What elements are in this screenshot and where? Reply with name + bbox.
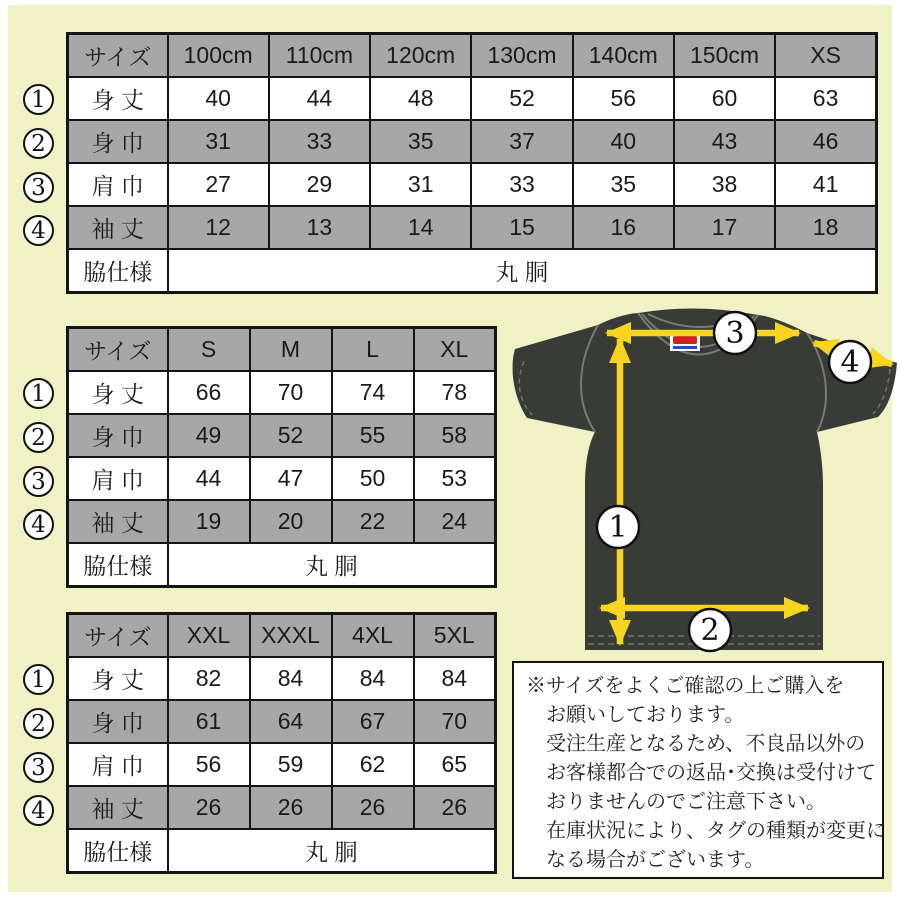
- notice-line: お願いしております。: [546, 704, 745, 726]
- measurement-row-label: 身 丈: [68, 77, 168, 120]
- size-column-header: XXL: [168, 614, 250, 658]
- shirt-marker-2: [689, 609, 731, 651]
- notice-line: ※サイズをよくご確認の上ご購入を: [526, 675, 845, 697]
- row-marker-1: 1: [23, 664, 54, 695]
- size-column-header: L: [332, 328, 414, 372]
- measurement-value: 29: [269, 163, 370, 206]
- side-spec-label: 脇仕様: [68, 249, 168, 293]
- size-column-header: XXXL: [250, 614, 332, 658]
- measurement-value: 17: [674, 206, 775, 249]
- measurement-value: 31: [168, 120, 269, 163]
- tshirt-graphic: [500, 305, 900, 665]
- measurement-value: 18: [775, 206, 876, 249]
- side-spec-label: 脇仕様: [68, 829, 168, 873]
- measurement-value: 31: [370, 163, 471, 206]
- size-column-header: サイズ: [68, 614, 168, 658]
- row-marker-3: 3: [23, 466, 54, 497]
- measurement-value: 55: [332, 414, 414, 457]
- measurement-value: 65: [414, 743, 496, 786]
- measurement-value: 84: [414, 657, 496, 700]
- size-column-header: 140cm: [573, 34, 674, 78]
- measurement-value: 44: [269, 77, 370, 120]
- row-marker-4: 4: [23, 215, 54, 246]
- size-column-header: サイズ: [68, 328, 168, 372]
- row-marker-3: 3: [23, 172, 54, 203]
- measurement-value: 35: [370, 120, 471, 163]
- measurement-value: 63: [775, 77, 876, 120]
- size-column-header: XS: [775, 34, 876, 78]
- measurement-value: 27: [168, 163, 269, 206]
- notice-line: 受注生産となるため、不良品以外の: [546, 733, 866, 755]
- measurement-row-label: 袖 丈: [68, 206, 168, 249]
- measurement-value: 74: [332, 371, 414, 414]
- measurement-value: 16: [573, 206, 674, 249]
- shirt-marker-4-digit: 4: [840, 345, 860, 380]
- side-spec-label: 脇仕様: [68, 543, 168, 587]
- measurement-value: 40: [168, 77, 269, 120]
- size-column-header: サイズ: [68, 34, 168, 78]
- size-column-header: M: [250, 328, 332, 372]
- measurement-value: 84: [250, 657, 332, 700]
- size-table-adult: [66, 326, 497, 588]
- measurement-value: 47: [250, 457, 332, 500]
- row-marker-2: 2: [23, 422, 54, 453]
- measurement-value: 60: [674, 77, 775, 120]
- measurement-value: 82: [168, 657, 250, 700]
- row-marker-1: 1: [23, 84, 54, 115]
- measurement-row-label: 身 丈: [68, 371, 168, 414]
- size-column-header: 130cm: [471, 34, 572, 78]
- measurement-value: 59: [250, 743, 332, 786]
- measurement-value: 53: [414, 457, 496, 500]
- measurement-value: 13: [269, 206, 370, 249]
- measurement-row-label: 袖 丈: [68, 786, 168, 829]
- tshirt-diagram: [500, 305, 900, 665]
- measurement-row-label: 肩 巾: [68, 163, 168, 206]
- measurement-value: 61: [168, 700, 250, 743]
- measurement-value: 14: [370, 206, 471, 249]
- measurement-value: 66: [168, 371, 250, 414]
- size-column-header: 150cm: [674, 34, 775, 78]
- row-marker-2: 2: [23, 708, 54, 739]
- measurement-value: 38: [674, 163, 775, 206]
- shirt-marker-4: [829, 341, 871, 383]
- measurement-value: 26: [414, 786, 496, 829]
- shirt-marker-1-digit: 1: [608, 510, 628, 545]
- measurement-value: 67: [332, 700, 414, 743]
- measurement-value: 58: [414, 414, 496, 457]
- measurement-value: 37: [471, 120, 572, 163]
- measurement-value: 24: [414, 500, 496, 543]
- side-spec-value: 丸 胴: [168, 829, 496, 873]
- measurement-value: 40: [573, 120, 674, 163]
- notice-line: お客様都合での返品･交換は受付けて: [546, 762, 876, 784]
- size-column-header: S: [168, 328, 250, 372]
- shirt-marker-1: [597, 506, 639, 548]
- measurement-value: 44: [168, 457, 250, 500]
- measurement-value: 64: [250, 700, 332, 743]
- row-marker-4: 4: [23, 509, 54, 540]
- purchase-notice-box: [512, 661, 884, 879]
- measurement-value: 26: [332, 786, 414, 829]
- shirt-marker-3-digit: 3: [725, 316, 745, 351]
- size-column-header: 4XL: [332, 614, 414, 658]
- measurement-value: 49: [168, 414, 250, 457]
- measurement-value: 43: [674, 120, 775, 163]
- measurement-value: 78: [414, 371, 496, 414]
- side-spec-value: 丸 胴: [168, 543, 496, 587]
- measurement-value: 41: [775, 163, 876, 206]
- size-column-header: 5XL: [414, 614, 496, 658]
- measurement-value: 70: [414, 700, 496, 743]
- measurement-value: 46: [775, 120, 876, 163]
- measurement-value: 56: [573, 77, 674, 120]
- measurement-value: 26: [168, 786, 250, 829]
- measurement-value: 62: [332, 743, 414, 786]
- measurement-value: 70: [250, 371, 332, 414]
- notice-line: おりませんのでご注意下さい。: [546, 791, 826, 813]
- measurement-row-label: 身 巾: [68, 120, 168, 163]
- notice-line: 在庫状況により、タグの種類が変更に: [546, 820, 886, 842]
- shirt-marker-2-digit: 2: [700, 613, 720, 648]
- size-table-big: [66, 612, 497, 874]
- measurement-value: 20: [250, 500, 332, 543]
- notice-line: なる場合がございます。: [546, 849, 765, 871]
- measurement-value: 33: [269, 120, 370, 163]
- row-marker-1: 1: [23, 378, 54, 409]
- size-column-header: 120cm: [370, 34, 471, 78]
- measurement-value: 22: [332, 500, 414, 543]
- row-marker-2: 2: [23, 128, 54, 159]
- measurement-value: 52: [471, 77, 572, 120]
- measurement-value: 12: [168, 206, 269, 249]
- shirt-marker-3: [714, 312, 756, 354]
- size-column-header: XL: [414, 328, 496, 372]
- measurement-value: 15: [471, 206, 572, 249]
- side-spec-value: 丸 胴: [168, 249, 877, 293]
- measurement-value: 52: [250, 414, 332, 457]
- measurement-value: 48: [370, 77, 471, 120]
- measurement-row-label: 身 巾: [68, 414, 168, 457]
- size-column-header: 100cm: [168, 34, 269, 78]
- measurement-value: 19: [168, 500, 250, 543]
- measurement-row-label: 肩 巾: [68, 457, 168, 500]
- measurement-row-label: 身 巾: [68, 700, 168, 743]
- size-column-header: 110cm: [269, 34, 370, 78]
- measurement-row-label: 身 丈: [68, 657, 168, 700]
- measurement-value: 35: [573, 163, 674, 206]
- measurement-value: 33: [471, 163, 572, 206]
- measurement-row-label: 袖 丈: [68, 500, 168, 543]
- measurement-value: 56: [168, 743, 250, 786]
- measurement-value: 50: [332, 457, 414, 500]
- size-table-kids: [66, 32, 878, 294]
- measurement-value: 26: [250, 786, 332, 829]
- measurement-row-label: 肩 巾: [68, 743, 168, 786]
- row-marker-3: 3: [23, 752, 54, 783]
- measurement-value: 84: [332, 657, 414, 700]
- row-marker-4: 4: [23, 795, 54, 826]
